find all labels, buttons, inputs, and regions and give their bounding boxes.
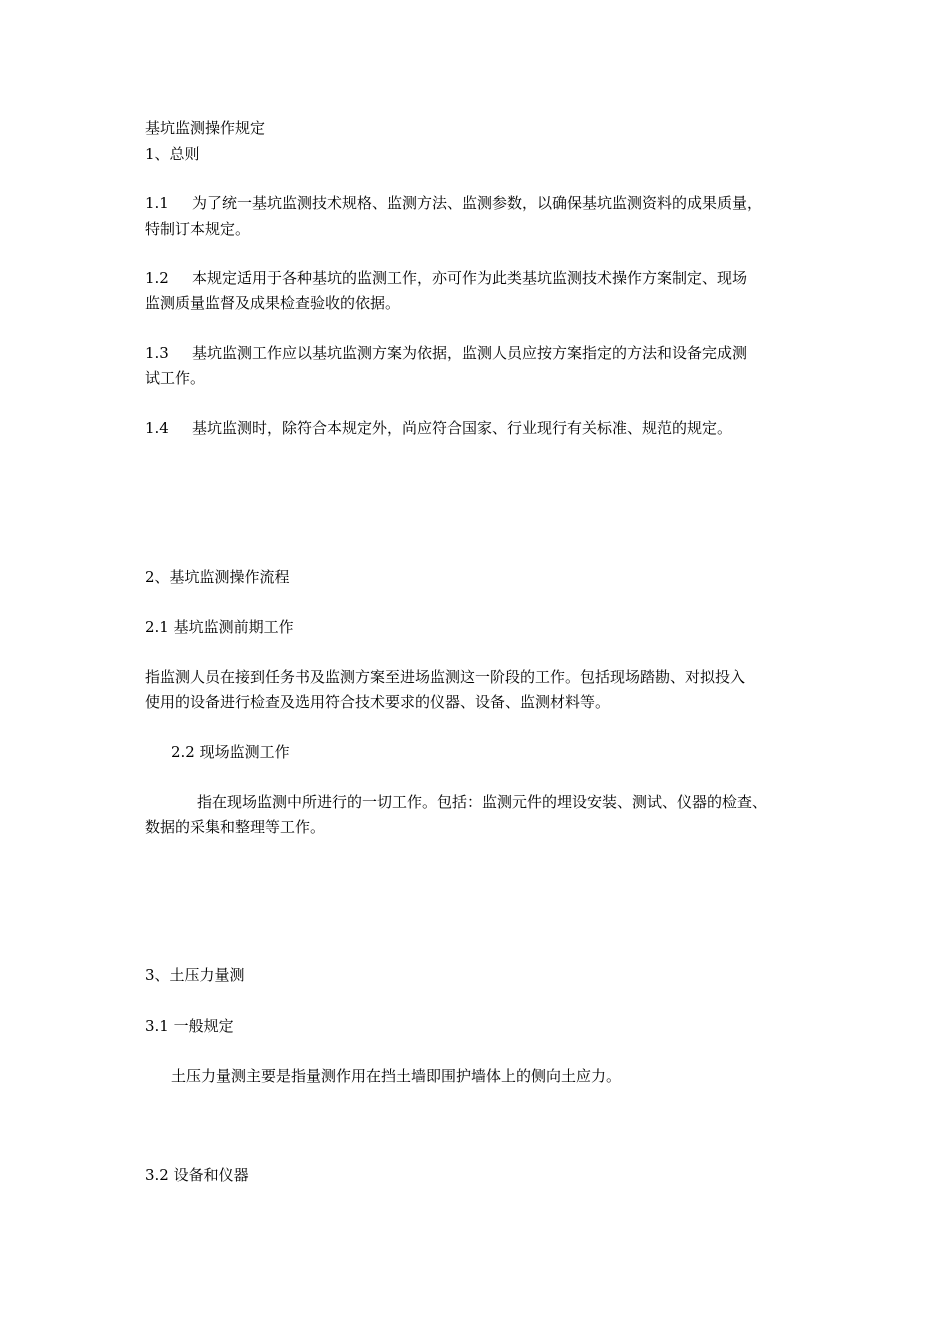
clause-number: 1.3	[145, 344, 169, 362]
clause-text: 为了统一基坑监测技术规格、监测方法、监测参数，以确保基坑监测资料的成果质量，	[192, 194, 763, 212]
subsection-2-1-line-2: 使用的设备进行检查及选用符合技术要求的仪器、设备、监测材料等。	[145, 693, 611, 711]
subsection-2-2-heading: 2.2 现场监测工作	[171, 743, 290, 761]
clause-1-3-line-1	[145, 343, 815, 363]
clause-1-1-line-1	[145, 193, 815, 213]
section-1-heading: 1、总则	[145, 145, 200, 163]
clause-1-2-line-1	[145, 268, 815, 288]
subsection-3-2-heading: 3.2 设备和仪器	[145, 1166, 249, 1184]
clause-1-2-line-2: 监测质量监督及成果检查验收的依据。	[145, 294, 401, 312]
clause-number: 1.4	[145, 419, 169, 437]
subsection-2-1-heading: 2.1 基坑监测前期工作	[145, 618, 294, 636]
clause-1-4-line-1	[145, 418, 815, 438]
clause-number: 1.1	[145, 194, 169, 212]
section-3-heading: 3、土压力量测	[145, 966, 245, 984]
subsection-2-2-line-2: 数据的采集和整理等工作。	[145, 818, 326, 836]
clause-text: 基坑监测时，除符合本规定外，尚应符合国家、行业现行有关标准、规范的规定。	[192, 419, 733, 437]
subsection-2-1-line-1: 指监测人员在接到任务书及监测方案至进场监测这一阶段的工作。包括现场踏勘、对拟投入	[145, 668, 746, 686]
clause-number: 1.2	[145, 269, 169, 287]
clause-text: 基坑监测工作应以基坑监测方案为依据，监测人员应按方案指定的方法和设备完成测	[192, 344, 748, 362]
clause-1-3-line-2: 试工作。	[145, 369, 206, 387]
clause-1-1-line-2: 特制订本规定。	[145, 220, 251, 238]
section-2-heading: 2、基坑监测操作流程	[145, 568, 290, 586]
subsection-2-2-line-1: 指在现场监测中所进行的一切工作。包括：监测元件的埋设安装、测试、仪器的检查、	[197, 793, 768, 811]
clause-text: 本规定适用于各种基坑的监测工作，亦可作为此类基坑监测技术操作方案制定、现场	[192, 269, 748, 287]
document-title: 基坑监测操作规定	[145, 119, 266, 137]
subsection-3-1-heading: 3.1 一般规定	[145, 1017, 234, 1035]
subsection-3-1-text: 土压力量测主要是指量测作用在挡土墙即围护墙体上的侧向土应力。	[171, 1067, 622, 1085]
